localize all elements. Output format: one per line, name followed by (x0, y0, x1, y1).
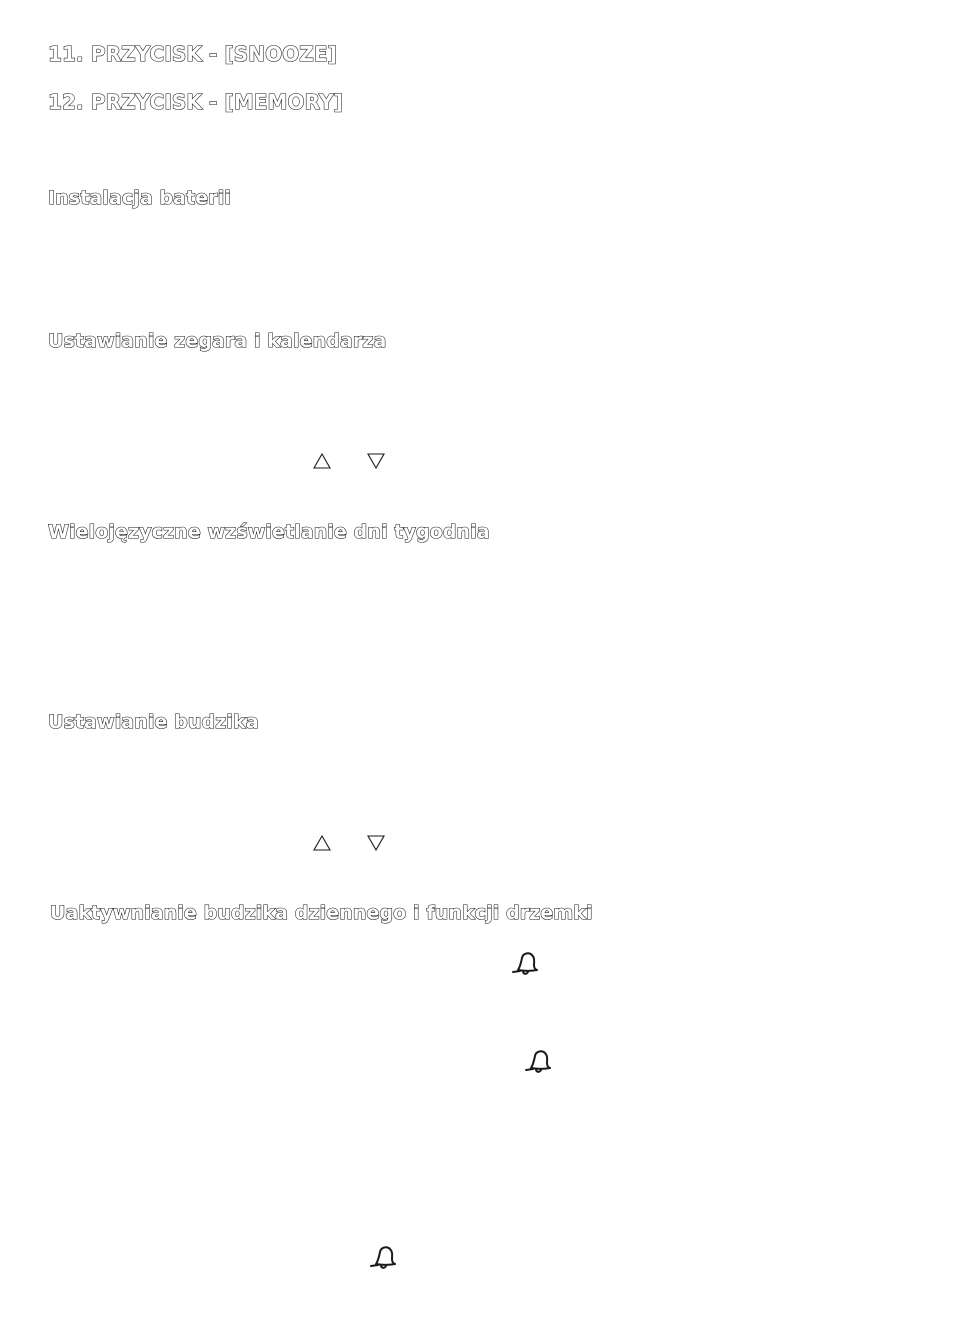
triangle-down-icon (367, 835, 385, 851)
item-label: PRZYCISK - [SNOOZE] (90, 42, 337, 66)
section-title-alarm-setting: Ustawianie budzika (48, 711, 259, 733)
triangle-up-icon (313, 453, 331, 469)
item-number: 11. (48, 42, 84, 66)
section-title-clock-calendar: Ustawianie zegara i kalendarza (48, 330, 387, 352)
bell-icon (368, 1242, 398, 1272)
item-label: PRZYCISK - [MEMORY] (90, 90, 343, 114)
triangle-up-icon (313, 835, 331, 851)
section-title-daily-alarm-snooze: Uaktywnianie budzika dziennego i funkcji drzemki (50, 902, 593, 924)
triangle-down-icon (367, 453, 385, 469)
item-12 (48, 90, 343, 114)
item-11 (48, 42, 337, 66)
section-title-weekday-language: Wielojęzyczne wzświetlanie dni tygodnia (48, 521, 490, 543)
bell-icon (523, 1046, 553, 1076)
bell-icon (510, 948, 540, 978)
item-number: 12. (48, 90, 84, 114)
section-title-battery: Instalacja baterii (48, 187, 231, 209)
